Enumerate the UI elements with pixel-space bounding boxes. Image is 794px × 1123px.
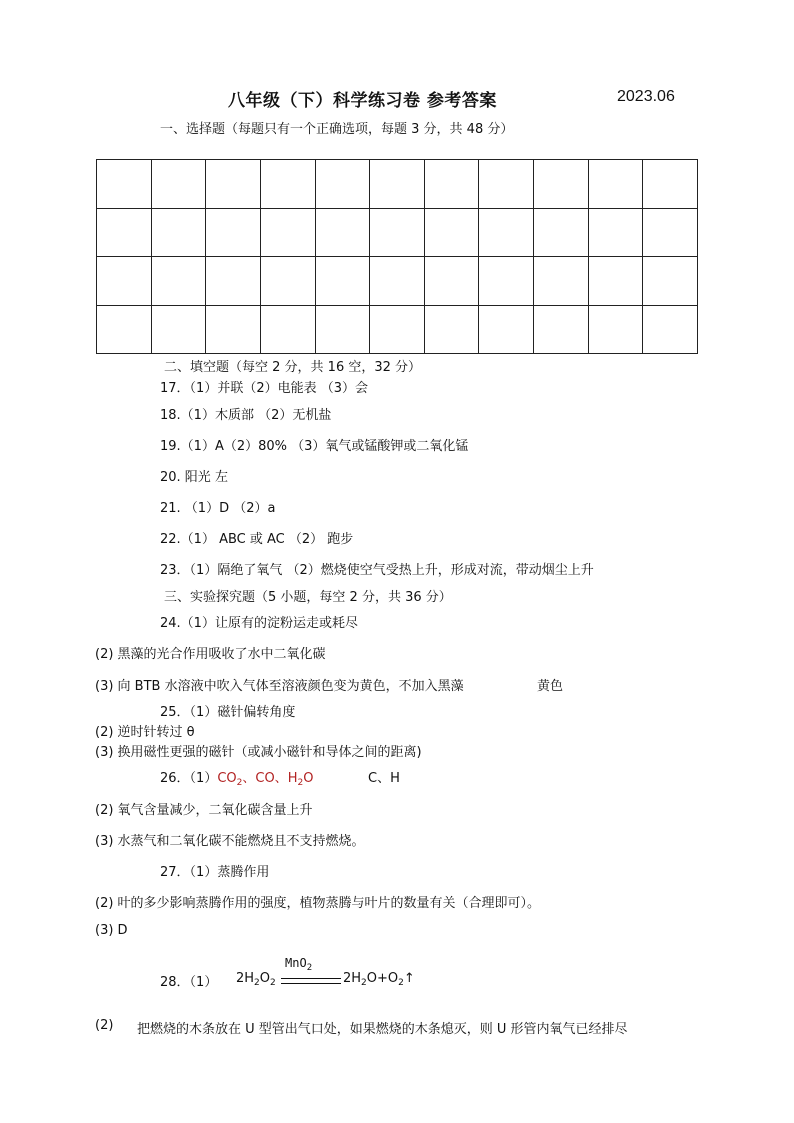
grid-cell bbox=[370, 208, 425, 257]
answer-25-3: (3) 换用磁性更强的磁针（或减小磁针和导体之间的距离) bbox=[95, 745, 422, 760]
grid-cell bbox=[260, 257, 315, 306]
grid-cell bbox=[424, 305, 479, 354]
answer-18: 18.（1）木质部 （2）无机盐 bbox=[160, 408, 332, 423]
answer-19: 19.（1）A（2）80% （3）氧气或锰酸钾或二氧化锰 bbox=[160, 439, 469, 454]
answer-21: 21. （1）D （2）a bbox=[160, 501, 276, 516]
reaction-equals-sign bbox=[281, 978, 341, 984]
grid-cell bbox=[97, 208, 152, 257]
grid-cell bbox=[206, 305, 261, 354]
grid-cell bbox=[588, 160, 643, 209]
grid-cell bbox=[643, 305, 698, 354]
formula-h2o: $H_2O$ bbox=[287, 771, 314, 788]
page-date: 2023.06 bbox=[617, 88, 675, 105]
formula-co: 、CO、 bbox=[242, 771, 288, 786]
reaction-products: $2H_2O+O_2↑$ bbox=[343, 971, 415, 988]
grid-cell bbox=[643, 208, 698, 257]
answer-20: 20. 阳光 左 bbox=[160, 470, 228, 485]
grid-cell bbox=[534, 305, 589, 354]
answer-28-2-label: (2) bbox=[95, 1018, 114, 1033]
grid-cell bbox=[479, 257, 534, 306]
grid-cell bbox=[97, 257, 152, 306]
section2-heading: 二、填空题（每空 2 分，共 16 空，32 分） bbox=[164, 360, 422, 375]
grid-cell bbox=[151, 208, 206, 257]
grid-row bbox=[97, 257, 698, 306]
answer-24-3: (3) 向 BTB 水溶液中吹入气体至溶液颜色变为黄色，不加入黑藻 bbox=[95, 679, 464, 694]
grid-cell bbox=[97, 160, 152, 209]
grid-cell bbox=[315, 160, 370, 209]
answer-25-1: 25．（1）磁针偏转角度 bbox=[160, 705, 296, 720]
grid-cell bbox=[315, 208, 370, 257]
answer-22: 22.（1） ABC 或 AC （2） 跑步 bbox=[160, 532, 354, 547]
page-title: 八年级（下）科学练习卷 参考答案 bbox=[228, 91, 497, 111]
grid-cell bbox=[424, 160, 479, 209]
answer-26-3: (3) 水蒸气和二氧化碳不能燃烧且不支持燃烧。 bbox=[95, 834, 365, 849]
answer-grid bbox=[96, 159, 698, 354]
grid-cell bbox=[206, 257, 261, 306]
grid-cell bbox=[260, 305, 315, 354]
grid-cell bbox=[97, 305, 152, 354]
grid-cell bbox=[534, 257, 589, 306]
answer-26-2: (2) 氧气含量减少，二氧化碳含量上升 bbox=[95, 803, 313, 818]
answer-17: 17．（1）并联（2）电能表 （3）会 bbox=[160, 381, 368, 396]
grid-cell bbox=[643, 160, 698, 209]
grid-cell bbox=[315, 305, 370, 354]
grid-cell bbox=[151, 160, 206, 209]
reaction-reactant: $2H_2O_2$ bbox=[236, 971, 276, 988]
answer-24-3-color: 黄色 bbox=[537, 679, 564, 694]
answer-23: 23．（1）隔绝了氧气 （2）燃烧使空气受热上升，形成对流，带动烟尘上升 bbox=[160, 563, 594, 578]
grid-cell bbox=[206, 208, 261, 257]
answer-24-1: 24.（1）让原有的淀粉运走或耗尽 bbox=[160, 616, 358, 631]
grid-cell bbox=[479, 160, 534, 209]
grid-cell bbox=[206, 160, 261, 209]
grid-row bbox=[97, 305, 698, 354]
grid-row bbox=[97, 208, 698, 257]
grid-cell bbox=[151, 257, 206, 306]
grid-cell bbox=[315, 257, 370, 306]
grid-cell bbox=[534, 160, 589, 209]
answer-28-2: 把燃烧的木条放在 U 型管出气口处，如果燃烧的木条熄灭，则 U 形管内氧气已经排尽 bbox=[137, 1022, 628, 1037]
section3-heading: 三、实验探究题（5 小题，每空 2 分，共 36 分） bbox=[164, 590, 452, 605]
grid-cell bbox=[370, 160, 425, 209]
reaction-catalyst: MnO$_2$ bbox=[285, 956, 313, 973]
answer-26-label: 26．（1） bbox=[160, 771, 218, 786]
grid-cell bbox=[588, 257, 643, 306]
grid-cell bbox=[534, 208, 589, 257]
grid-cell bbox=[643, 257, 698, 306]
grid-row bbox=[97, 160, 698, 209]
answer-26-1 bbox=[160, 767, 313, 788]
gas-arrow-icon: ↑ bbox=[403, 971, 415, 986]
answer-26-elements: C、H bbox=[368, 771, 400, 786]
answer-27-1: 27．（1）蒸腾作用 bbox=[160, 865, 270, 880]
answer-24-2: (2) 黑藻的光合作用吸收了水中二氧化碳 bbox=[95, 647, 326, 662]
answer-27-3: (3) D bbox=[95, 923, 128, 938]
grid-cell bbox=[424, 208, 479, 257]
grid-cell bbox=[260, 208, 315, 257]
answer-28-label: 28．（1） bbox=[160, 975, 218, 990]
grid-cell bbox=[479, 208, 534, 257]
grid-cell bbox=[370, 305, 425, 354]
section1-heading: 一、选择题（每题只有一个正确选项，每题 3 分，共 48 分） bbox=[160, 122, 514, 137]
grid-cell bbox=[479, 305, 534, 354]
grid-cell bbox=[151, 305, 206, 354]
grid-cell bbox=[260, 160, 315, 209]
answer-27-2: (2) 叶的多少影响蒸腾作用的强度，植物蒸腾与叶片的数量有关（合理即可）。 bbox=[95, 896, 541, 911]
formula-co2: $CO_2$ bbox=[217, 771, 243, 788]
grid-cell bbox=[588, 208, 643, 257]
answer-25-2: (2) 逆时针转过 θ bbox=[95, 725, 195, 740]
grid-cell bbox=[370, 257, 425, 306]
grid-cell bbox=[588, 305, 643, 354]
grid-cell bbox=[424, 257, 479, 306]
